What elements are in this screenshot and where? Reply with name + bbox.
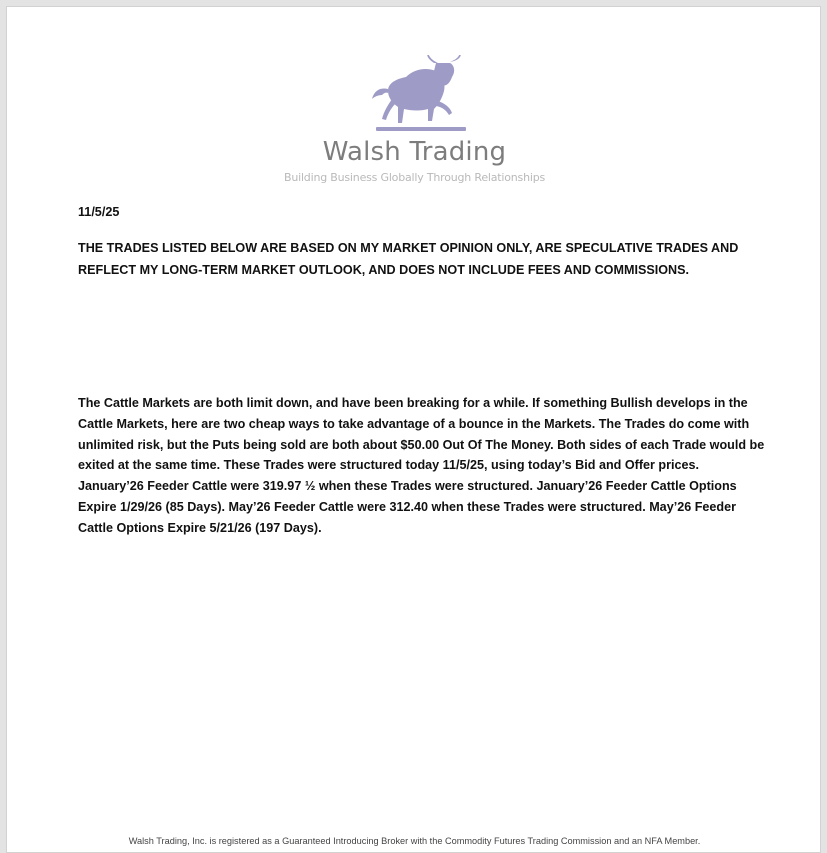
document-date: 11/5/25 (78, 205, 120, 219)
footer-note: Walsh Trading, Inc. is registered as a Guaranteed Introducing Broker with the Commodity Futures Trading Commission and an NFA Member. (128, 836, 701, 846)
brand-name: Walsh Trading (322, 137, 507, 167)
disclaimer-text: THE TRADES LISTED BELOW ARE BASED ON MY MARKET OPINION ONLY, ARE SPECULATIVE TRADES AND REFLECT MY LONG-TERM MARKET OUTLOOK, AND DOES NOT INCLUDE FEES AND COMMISSIONS. (78, 241, 739, 277)
bull-icon (362, 55, 472, 133)
body-paragraph: The Cattle Markets are both limit down, and have been breaking for a while. If something Bullish develops in the Cattle Markets, here are two cheap ways to take advantage of a bounce in the Markets. The Trades do come with unlimited risk, but the Puts being sold are both about $50.00 Out Of The Money. Both sides of each Trade would be exited at the same time. These Trades were structured today 11/5/25, using today’s Bid and Offer prices. January’26 Feeder Cattle were 319.97 ½ when these Trades were structured. January’26 Feeder Cattle Options Expire 1/29/26 (85 Days). May’26 Feeder Cattle were 312.40 when these Trades were structured. May’26 Feeder Cattle Options Expire 5/21/26 (197 Days). (78, 396, 765, 535)
company-logo (7, 55, 822, 195)
brand-tagline: Building Business Globally Through Relationships (283, 171, 546, 184)
document-page (6, 6, 821, 853)
